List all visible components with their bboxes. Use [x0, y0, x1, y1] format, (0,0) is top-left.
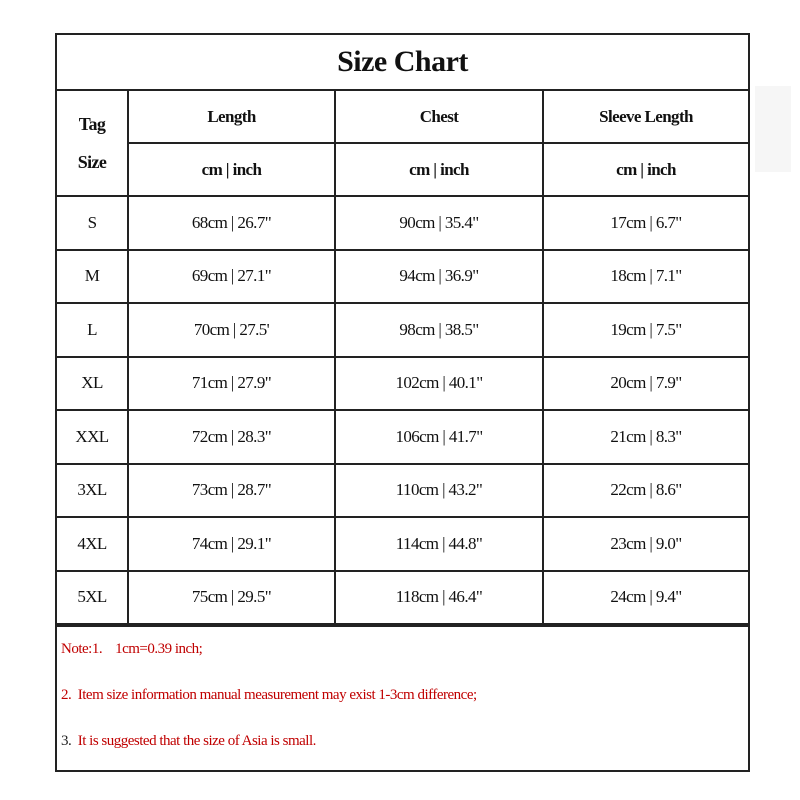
- table-row: [57, 410, 748, 464]
- table-row: [57, 250, 748, 304]
- chart-title: Size Chart: [57, 35, 748, 91]
- note-3: 3. It is suggested that the size of Asia is small.: [61, 733, 316, 749]
- length-units: cm | inch: [128, 143, 335, 196]
- chest-cell: 90cm | 35.4": [335, 196, 543, 250]
- size-cell: M: [57, 250, 128, 304]
- sleeve-cell: 21cm | 8.3": [543, 410, 748, 464]
- table-row: [57, 357, 748, 411]
- table-row: [57, 571, 748, 625]
- note-2: 2. Item size information manual measurement may exist 1-3cm difference;: [61, 687, 477, 703]
- length-cell: 68cm | 26.7": [128, 196, 335, 250]
- chest-cell: 118cm | 46.4": [335, 571, 543, 625]
- sleeve-units: cm | inch: [543, 143, 748, 196]
- note-1: Note:1. 1cm=0.39 inch;: [61, 641, 203, 657]
- table-row: [57, 303, 748, 357]
- chest-cell: 106cm | 41.7": [335, 410, 543, 464]
- chest-cell: 110cm | 43.2": [335, 464, 543, 518]
- table-row: [57, 517, 748, 571]
- size-chart: [55, 33, 750, 772]
- size-table: [57, 91, 748, 625]
- length-header: Length: [128, 91, 335, 143]
- size-cell: XL: [57, 357, 128, 411]
- size-cell: 3XL: [57, 464, 128, 518]
- length-cell: 75cm | 29.5": [128, 571, 335, 625]
- background-shade: [755, 86, 791, 172]
- units-row: [57, 143, 748, 196]
- sleeve-cell: 22cm | 8.6": [543, 464, 748, 518]
- length-cell: 70cm | 27.5': [128, 303, 335, 357]
- chest-cell: 114cm | 44.8": [335, 517, 543, 571]
- table-row: [57, 464, 748, 518]
- length-cell: 69cm | 27.1": [128, 250, 335, 304]
- chest-cell: 94cm | 36.9": [335, 250, 543, 304]
- length-cell: 72cm | 28.3": [128, 410, 335, 464]
- chest-units: cm | inch: [335, 143, 543, 196]
- size-cell: L: [57, 303, 128, 357]
- size-cell: XXL: [57, 410, 128, 464]
- length-cell: 74cm | 29.1": [128, 517, 335, 571]
- size-cell: 4XL: [57, 517, 128, 571]
- sleeve-header: Sleeve Length: [543, 91, 748, 143]
- table-row: [57, 196, 748, 250]
- sleeve-cell: 19cm | 7.5": [543, 303, 748, 357]
- chest-cell: 98cm | 38.5": [335, 303, 543, 357]
- sleeve-cell: 17cm | 6.7": [543, 196, 748, 250]
- length-cell: 73cm | 28.7": [128, 464, 335, 518]
- chest-header: Chest: [335, 91, 543, 143]
- sleeve-cell: 18cm | 7.1": [543, 250, 748, 304]
- sleeve-cell: 23cm | 9.0": [543, 517, 748, 571]
- chest-cell: 102cm | 40.1": [335, 357, 543, 411]
- notes: [57, 625, 748, 779]
- tag-size-header: Tag Size: [57, 91, 128, 196]
- sleeve-cell: 24cm | 9.4": [543, 571, 748, 625]
- length-cell: 71cm | 27.9": [128, 357, 335, 411]
- header-row: [57, 91, 748, 143]
- size-cell: S: [57, 196, 128, 250]
- size-cell: 5XL: [57, 571, 128, 625]
- sleeve-cell: 20cm | 7.9": [543, 357, 748, 411]
